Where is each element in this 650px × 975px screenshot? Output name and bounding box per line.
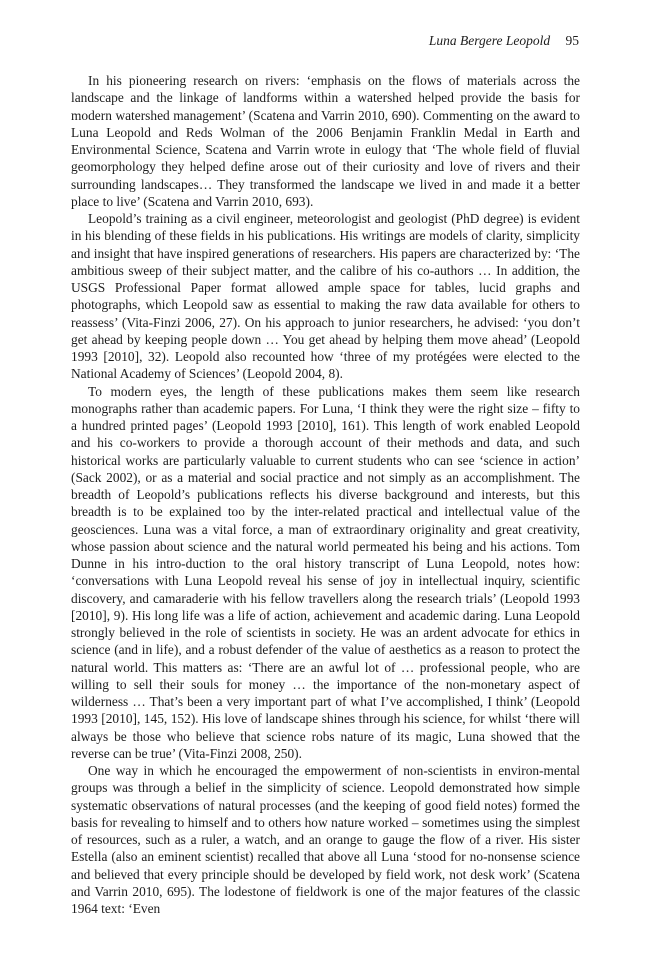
body-text xyxy=(71,72,580,917)
paragraph: To modern eyes, the length of these publications makes them seem like research monographs rather than academic papers. For Luna, ‘I think they were the right size – fifty to a hundred printed pages’ (Leopold 1993 [2010], 161). This length of work enabled Leopold and his co-workers to provide a thorough account of their methods and data, and such historical works are particularly valuable to current students who can see ‘science in action’ (Sack 2002), or as a material and social practice and not simply as an accomplishment. The breadth of Leopold’s publications reflects his diverse background and interests, but this breadth is to be explained too by the inter-related practical and intellectual value of the geosciences. Luna was a vital force, a man of extraordinary originality and great creativity, whose passion about science and the natural world permeated his being and his actions. Tom Dunne in his intro-duction to the oral history transcript of Luna Leopold, notes how: ‘conversations with Luna Leopold reveal his sense of joy in intellectual inquiry, scientific discovery, and camaraderie with his fellow travellers along the research trials’ (Leopold 1993 [2010], 9). His long life was a life of action, achievement and academic daring. Luna Leopold strongly believed in the role of scientists in society. He was an ardent advocate for ethics in science (and in life), and a robust defender of the value of aesthetics as a reason to protect the natural world. This matters as: ‘There are an awful lot of … professional people, who are willing to sell their souls for money … the importance of the non-monetary aspect of wilderness … That’s been a very important part of what I’ve accomplished, I think’ (Leopold 1993 [2010], 145, 152). His love of landscape shines through his science, for whilst ‘there will always be those who believe that science robs nature of its magic, Luna showed that the reverse can be true’ (Vita-Finzi 2008, 250). xyxy=(71,383,580,761)
paragraph: Leopold’s training as a civil engineer, meteorologist and geologist (PhD degree) is evident in his blending of these fields in his publications. His writings are models of clarity, simplicity and insight that have inspired generations of researchers. His papers are characterized by: ‘The ambitious sweep of their subject matter, and the calibre of his co-authors … In addition, the USGS Professional Paper format allowed ample space for tables, lucid graphs and photographs, which Leopold saw as essential to making the raw data available for others to reassess’ (Vita-Finzi 2006, 27). On his approach to junior researchers, he advised: ‘you don’t get ahead by keeping people down … You get ahead by helping them move ahead’ (Leopold 1993 [2010], 32). Leopold also recounted how ‘three of my protégées were elected to the National Academy of Sciences’ (Leopold 2004, 8). xyxy=(71,211,580,382)
running-head xyxy=(429,33,579,49)
paragraph: One way in which he encouraged the empowerment of non-scientists in environ-mental groups was through a belief in the simplicity of science. Leopold demonstrated how simple systematic observations of natural processes (and the keeping of good field notes) formed the basis for revealing to himself and to others how nature worked – sometimes using the simplest of resources, such as a ruler, a watch, and an orange to gauge the flow of a river. His sister Estella (also an eminent scientist) recalled that above all Luna ‘stood for no-nonsense science and believed that every principle should be developed by field work, not desk work’ (Scatena and Varrin 2010, 695). The lodestone of fieldwork is one of the major features of the classic 1964 text: ‘Even xyxy=(71,763,580,916)
page-number: 95 xyxy=(565,33,579,48)
running-head-title: Luna Bergere Leopold xyxy=(428,33,551,48)
paragraph: In his pioneering research on rivers: ‘emphasis on the flows of materials across the landscape and the linkage of landforms within a watershed helped provide the basis for modern watershed management’ (Scatena and Varrin 2010, 690). Commenting on the award to Luna Leopold and Reds Wolman of the 2006 Benjamin Franklin Medal in Earth and Environmental Science, Scatena and Varrin wrote in eulogy that ‘The whole field of fluvial geomorphology they helped define arose out of their curiosity and love of rivers and their surrounding landscapes… They transformed the landscape we lived in and made it a better place to live’ (Scatena and Varrin 2010, 693). xyxy=(71,73,580,209)
